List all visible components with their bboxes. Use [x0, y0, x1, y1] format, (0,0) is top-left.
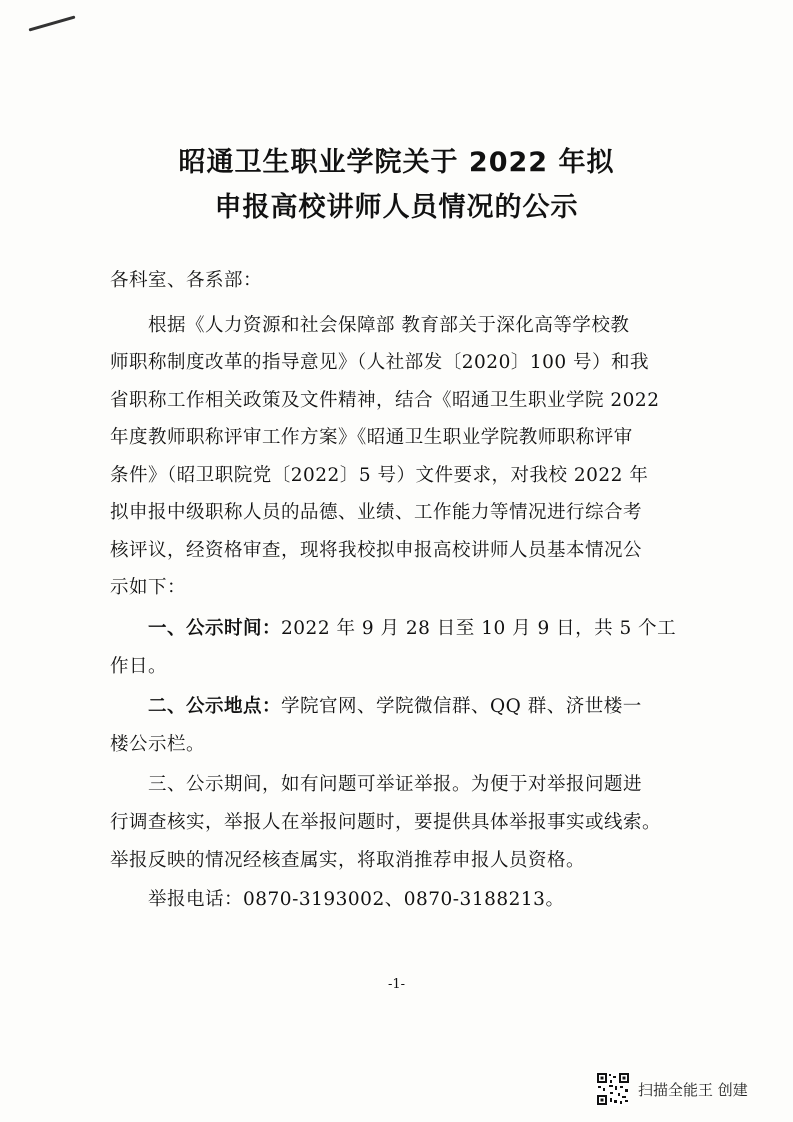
item-text: 学院官网、学院微信群、QQ 群、济世楼一	[281, 696, 642, 717]
page-number: -1-	[387, 977, 406, 992]
title-line-1: 昭通卫生职业学院关于 2022 年拟	[178, 147, 615, 178]
item-label: 一、公示时间：	[148, 618, 282, 639]
paragraph-line: 举报反映的情况经核查属实，将取消推荐申报人员资格。	[110, 850, 586, 871]
item-publicity-time	[148, 614, 728, 640]
paragraph-line: 三、公示期间，如有问题可举证举报。为便于对举报问题进	[148, 774, 643, 795]
salutation: 各科室、各系部：	[110, 270, 263, 291]
item-text: 2022 年 9 月 28 日至 10 月 9 日，共 5 个工	[281, 618, 677, 639]
qr-code-icon	[596, 1072, 630, 1106]
paragraph-line: 行调查核实，举报人在举报问题时，要提供具体举报事实或线索。	[110, 812, 662, 833]
item-label: 二、公示地点：	[148, 696, 282, 717]
paragraph-line: 楼公示栏。	[110, 734, 206, 755]
scan-mark	[29, 15, 76, 31]
report-phone: 举报电话：0870-3193002、0870-3188213。	[148, 889, 565, 910]
scanner-watermark	[596, 1070, 748, 1108]
paragraph-line: 条件》（昭卫职院党〔2022〕5 号）文件要求，对我校 2022 年	[110, 465, 649, 486]
paragraph-line: 省职称工作相关政策及文件精神，结合《昭通卫生职业学院 2022	[110, 390, 660, 411]
paragraph-line: 核评议，经资格审查，现将我校拟申报高校讲师人员基本情况公	[110, 540, 643, 561]
watermark-text: 扫描全能王 创建	[638, 1080, 748, 1099]
paragraph-line: 作日。	[110, 656, 168, 677]
paragraph-line: 拟申报中级职称人员的品德、业绩、工作能力等情况进行综合考	[110, 502, 643, 523]
item-publicity-location	[148, 692, 728, 718]
paragraph-line: 根据《人力资源和社会保障部 教育部关于深化高等学校教	[148, 315, 630, 336]
paragraph-line: 示如下：	[110, 577, 187, 598]
title-line-2: 申报高校讲师人员情况的公示	[214, 192, 579, 223]
paragraph-line: 年度教师职称评审工作方案》《昭通卫生职业学院教师职称评审	[110, 427, 633, 448]
paragraph-line: 师职称制度改革的指导意见》（人社部发〔2020〕100 号）和我	[110, 352, 650, 373]
